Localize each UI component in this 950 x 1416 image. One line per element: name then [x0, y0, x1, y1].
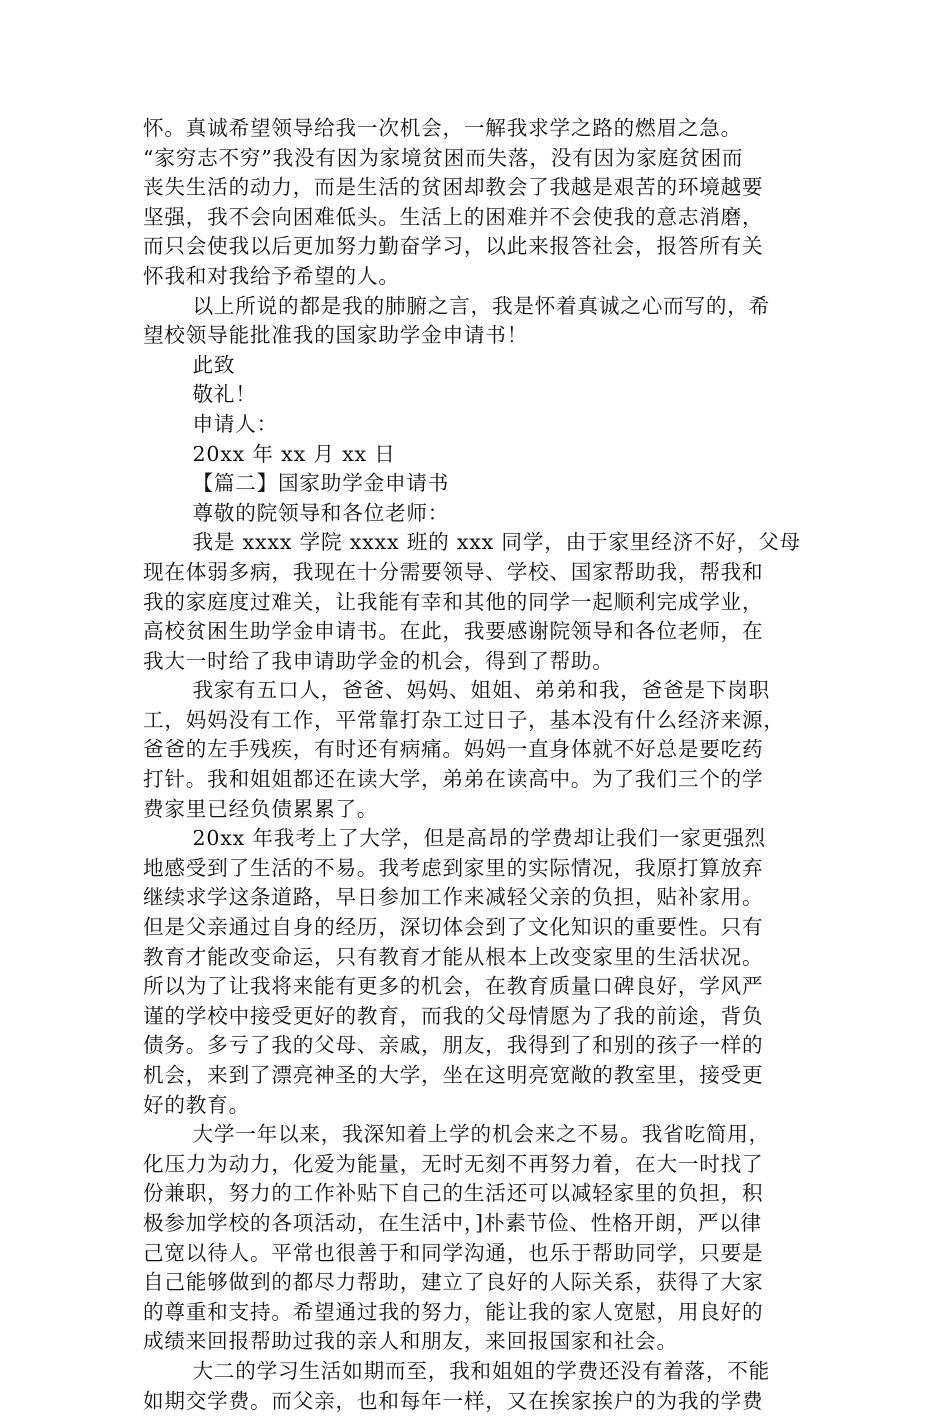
text-line: “家穷志不穷”我没有因为家境贫困而失落，没有因为家庭贫困而 [143, 145, 744, 170]
text-line: 地感受到了生活的不易。我考虑到家里的实际情况，我原打算放弃 [143, 855, 764, 880]
text-line: 怀我和对我给予希望的人。 [143, 263, 400, 288]
text-line: 高校贫困生助学金申请书。在此，我要感谢院领导和各位老师，在 [143, 619, 764, 644]
text-line: 【篇二】国家助学金申请书 [192, 471, 450, 496]
text-line: 敬礼！ [192, 382, 257, 407]
text-line: 现在体弱多病，我现在十分需要领导、学校、国家帮助我，帮我和 [143, 559, 764, 584]
text-line: 望校领导能批准我的国家助学金申请书！ [143, 323, 529, 348]
text-line: 大学一年以来，我深知着上学的机会来之不易。我省吃简用， [192, 1122, 771, 1147]
text-line: 我大一时给了我申请助学金的机会，得到了帮助。 [143, 648, 614, 673]
text-line: 我是 xxxx 学院 xxxx 班的 xxx 同学，由于家里经济不好，父母 [192, 530, 801, 555]
text-line: 如期交学费。而父亲，也和每年一样，又在挨家挨户的为我的学费 [143, 1388, 764, 1413]
text-line: 成绩来回报帮助过我的亲人和朋友，来回报国家和社会。 [143, 1329, 678, 1354]
text-line: 我的家庭度过难关，让我能有幸和其他的同学一起顺利完成学业， [143, 589, 764, 614]
text-line: 20xx 年 xx 月 xx 日 [192, 441, 396, 466]
text-line: 此致 [192, 352, 236, 377]
text-line: 打针。我和姐姐都还在读大学，弟弟在读高中。为了我们三个的学 [143, 767, 764, 792]
text-line: 费家里已经负债累累了。 [143, 796, 379, 821]
text-line: 大二的学习生活如期而至，我和姐姐的学费还没有着落，不能 [192, 1358, 771, 1383]
text-line: 爸爸的左手残疾，有时还有病痛。妈妈一直身体就不好总是要吃药 [143, 737, 764, 762]
text-line: 自己能够做到的都尽力帮助，建立了良好的人际关系，获得了大家 [143, 1270, 764, 1295]
text-line: 继续求学这条道路，早日参加工作来减轻父亲的负担，贴补家用。 [143, 885, 764, 910]
text-line: 好的教育。 [143, 1092, 250, 1117]
text-line: 申请人： [192, 411, 279, 436]
text-line: 极参加学校的各项活动，在生活中，]朴素节俭、性格开朗，严以律 [143, 1210, 762, 1235]
text-line: 丧失生活的动力，而是生活的贫困却教会了我越是艰苦的环境越要 [143, 175, 764, 200]
text-line: 工，妈妈没有工作，平常靠打杂工过日子，基本没有什么经济来源， [143, 707, 785, 732]
text-line: 但是父亲通过自身的经历，深切体会到了文化知识的重要性。只有 [143, 915, 764, 940]
text-line: 坚强，我不会向困难低头。生活上的困难并不会使我的意志消磨， [143, 204, 764, 229]
text-line: 我家有五口人，爸爸、妈妈、姐姐、弟弟和我，爸爸是下岗职 [192, 678, 771, 703]
text-line: 机会，来到了漂亮神圣的大学，坐在这明亮宽敞的教室里，接受更 [143, 1063, 764, 1087]
text-line: 化压力为动力，化爱为能量，无时无刻不再努力着，在大一时找了 [143, 1151, 764, 1176]
text-line: 份兼职，努力的工作补贴下自己的生活还可以减轻家里的负担，积 [143, 1181, 764, 1206]
text-line: 尊敬的院领导和各位老师： [192, 500, 450, 525]
text-line: 谨的学校中接受更好的教育，而我的父母情愿为了我的前途，背负 [143, 1003, 764, 1028]
text-line: 的尊重和支持。希望通过我的努力，能让我的家人宽慰，用良好的 [143, 1299, 764, 1324]
text-line: 而只会使我以后更加努力勤奋学习，以此来报答社会，报答所有关 [143, 234, 764, 259]
text-line: 所以为了让我将来能有更多的机会，在教育质量口碑良好，学风严 [143, 974, 764, 999]
text-line: 20xx 年我考上了大学，但是高昂的学费却让我们一家更强烈 [192, 826, 766, 851]
text-line: 己宽以待人。平常也很善于和同学沟通，也乐于帮助同学，只要是 [143, 1240, 764, 1265]
document-body [143, 114, 831, 1416]
text-line: 怀。真诚希望领导给我一次机会，一解我求学之路的燃眉之急。 [143, 116, 743, 140]
text-line: 债务。多亏了我的父母、亲戚，朋友，我得到了和别的孩子一样的 [143, 1033, 764, 1058]
text-line: 以上所说的都是我的肺腑之言，我是怀着真诚之心而写的，希 [192, 293, 771, 318]
text-line: 教育才能改变命运，只有教育才能从根本上改变家里的生活状况。 [143, 944, 764, 969]
